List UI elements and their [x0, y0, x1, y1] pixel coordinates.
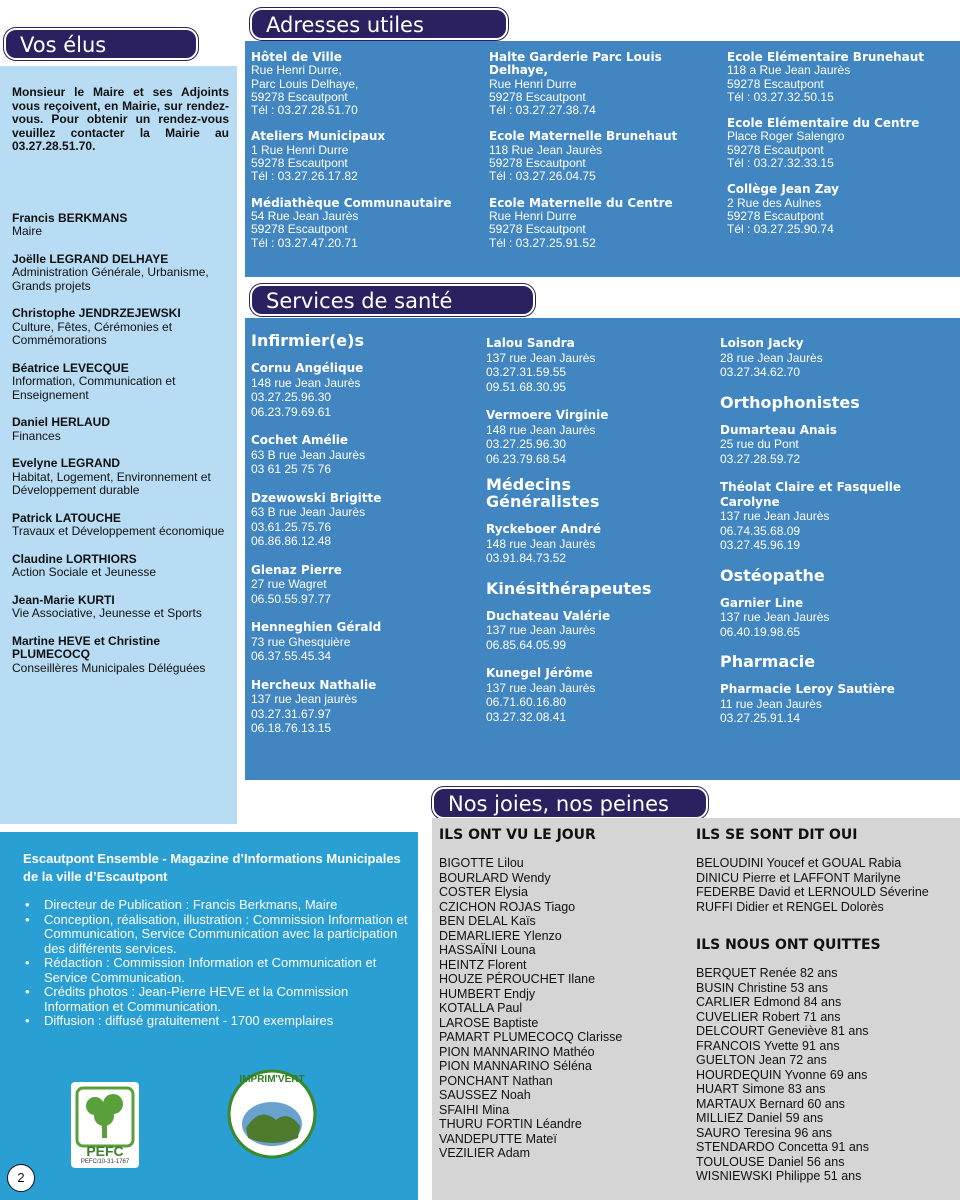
practitioner-line: 03.27.25.91.14 [720, 711, 801, 725]
practitioner-line: 06.23.79.68.54 [486, 451, 567, 466]
page-number: 2 [7, 1164, 35, 1192]
deces-heading: ILS NOUS ONT QUITTES [696, 937, 881, 953]
sante-title: Services de santé [250, 284, 535, 316]
elu-name: Evelyne LEGRAND [12, 456, 121, 470]
elu-entry [12, 416, 229, 443]
health-entry [486, 522, 716, 566]
elu-name: Patrick LATOUCHE [12, 510, 121, 525]
sante-column-3 [720, 336, 956, 740]
address-line: Tél : 03.27.26.04.75 [489, 169, 596, 184]
address-title: Ecole Elémentaire du Centre [727, 116, 920, 131]
practitioner-line: 03.27.28.59.72 [720, 451, 801, 466]
practitioner-name: Dumarteau Anais [720, 422, 837, 437]
person-line: TOULOUSE Daniel 56 ans [696, 1154, 845, 1169]
practitioner-line: 06.50.55.97.77 [251, 591, 332, 606]
practitioner-line: 137 rue Jean Jaurès [720, 509, 830, 523]
practitioner-line: 63 B rue Jean Jaurès [251, 447, 366, 462]
practitioner-line: 03.27.31.59.55 [486, 365, 567, 379]
elu-role: Vie Associative, Jeunesse et Sports [12, 606, 202, 620]
address-title: Ecole Elémentaire Brunehaut [727, 50, 925, 64]
address-entry [489, 130, 719, 183]
person-line: BOURLARD Wendy [439, 870, 551, 885]
pefc-code: PEFC/10-31-1767 [80, 1159, 130, 1165]
colophon-item: • Conception, réalisation, illustration : Commission Information et Communication, Service Communication avec la participation des différents services. [23, 913, 408, 957]
elus-panel [0, 66, 237, 824]
elu-role: Administration Générale, Urbanisme, Grands projets [12, 265, 209, 293]
address-line: Tél : 03.27.25.91.52 [489, 235, 596, 250]
elu-entry [12, 553, 229, 580]
elu-name: Joëlle LEGRAND DELHAYE [12, 251, 169, 266]
address-entry [251, 197, 481, 250]
address-line: 59278 Escautpont [727, 76, 824, 91]
pefc-logo [71, 1082, 139, 1168]
person-line: SAUSSEZ Noah [439, 1088, 531, 1102]
colophon-item: • Directeur de Publication : Francis Berkmans, Maire [23, 898, 408, 913]
colophon-item: • Crédits photos : Jean-Pierre HEVE et la Commission Information et Communication. [23, 985, 408, 1014]
address-line: Rue Henri Durre, [251, 63, 342, 78]
person-line: FRANCOIS Yvette 91 ans [696, 1038, 840, 1053]
practitioner-line: 06.23.79.69.61 [251, 404, 332, 419]
elu-entry [12, 594, 229, 621]
practitioner-line: 06.74.35.68.09 [720, 523, 801, 538]
joies-title: Nos joies, nos peines [432, 787, 708, 819]
practitioner-line: 03.27.31.67.97 [251, 706, 332, 721]
elu-role: Action Sociale et Jeunesse [12, 565, 157, 579]
address-line: Tél : 03.27.32.50.15 [727, 89, 834, 104]
practitioner-line: 148 rue Jean Jaurès [486, 422, 596, 437]
health-entry [251, 563, 481, 607]
practitioner-name: Théolat Claire et Fasquelle Carolyne [720, 480, 902, 509]
person-line: DEMARLIERE Ylenzo [439, 928, 562, 943]
health-entry [720, 682, 956, 726]
person-line: HUMBERT Endjy [439, 986, 536, 1001]
practitioner-line: 03.27.32.08.41 [486, 709, 567, 724]
address-line: 2 Rue des Aulnes [727, 195, 822, 210]
address-line: Tél : 03.27.27.38.74 [489, 103, 596, 118]
practitioner-name: Hercheux Nathalie [251, 677, 377, 692]
person-line: HEINTZ Florent [439, 957, 527, 972]
person-line: BUSIN Christine 53 ans [696, 980, 829, 995]
person-line: WISNIEWSKI Philippe 51 ans [696, 1169, 862, 1183]
elu-entry [12, 253, 229, 294]
health-entry [251, 678, 481, 736]
address-line: 59278 Escautpont [727, 142, 824, 157]
address-line: 118 Rue Jean Jaurès [489, 142, 603, 157]
practitioner-line: 63 B rue Jean Jaurès [251, 505, 366, 519]
practitioner-line: 137 rue Jean Jaurès [486, 350, 596, 365]
person-line: PION MANNARINO Mathéo [439, 1044, 595, 1059]
elu-entry [12, 212, 229, 239]
address-entry [727, 51, 957, 104]
practitioner-line: 73 rue Ghesquière [251, 634, 351, 649]
naissances-list [439, 856, 689, 1161]
person-line: VEZILIER Adam [439, 1146, 531, 1160]
person-line: SFAIHI Mina [439, 1102, 510, 1117]
practitioner-line: 148 rue Jean Jaurès [251, 375, 361, 390]
pefc-label: PEFC [86, 1143, 124, 1159]
person-line: THURU FORTIN Léandre [439, 1117, 582, 1131]
person-line: BELOUDINI Youcef et GOUAL Rabia [696, 856, 902, 870]
practitioner-line: 137 rue Jean Jaurès [486, 680, 596, 695]
elu-role: Travaux et Développement économique [12, 524, 225, 538]
address-line: Tél : 03.27.32.33.15 [727, 156, 834, 171]
address-line: 59278 Escautpont [251, 156, 348, 171]
kine-heading: Kinésithérapeutes [486, 578, 652, 598]
infirmiers-heading: Infirmier(e)s [251, 331, 364, 350]
health-entry [251, 620, 481, 664]
person-line: LAROSE Baptiste [439, 1015, 539, 1030]
adresses-column [727, 51, 957, 237]
colophon-panel [0, 832, 418, 1200]
practitioner-name: Vermoere Virginie [486, 408, 609, 422]
health-entry [251, 361, 481, 419]
health-entry [251, 433, 481, 477]
health-entry [486, 408, 716, 466]
practitioner-line: 27 rue Wagret [251, 577, 327, 591]
person-line: HUART Simone 83 ans [696, 1082, 826, 1096]
address-title: Ecole Maternelle du Centre [489, 195, 673, 210]
person-line: CARLIER Edmond 84 ans [696, 995, 842, 1009]
health-entry [720, 480, 956, 553]
elus-list [12, 212, 229, 676]
adresses-title: Adresses utiles [250, 8, 508, 40]
elu-entry [12, 457, 229, 498]
elu-entry [12, 362, 229, 403]
mariages-heading: ILS SE SONT DIT OUI [696, 827, 858, 843]
person-line: HASSAÏNI Louna [439, 943, 536, 957]
practitioner-line: 03.27.25.96.30 [486, 437, 567, 451]
person-line: BERQUET Renée 82 ans [696, 966, 838, 980]
colophon-item: • Diffusion : diffusé gratuitement - 1700 exemplaires [23, 1014, 408, 1029]
practitioner-line: 06.85.64.05.99 [486, 637, 567, 652]
practitioner-name: Cornu Angélique [251, 361, 364, 375]
elu-entry [12, 635, 229, 676]
practitioner-line: 25 rue du Pont [720, 437, 799, 451]
elu-name: Jean-Marie KURTI [12, 592, 115, 607]
practitioner-name: Loison Jacky [720, 336, 804, 350]
person-line: PION MANNARINO Séléna [439, 1059, 592, 1073]
deces-list [696, 966, 958, 1184]
person-line: KOTALLA Paul [439, 1001, 523, 1015]
address-title: Collège Jean Zay [727, 182, 839, 197]
address-line: Rue Henri Durre [489, 76, 577, 91]
person-line: CZICHON ROJAS Tiago [439, 899, 576, 914]
person-line: VANDEPUTTE Mateï [439, 1131, 557, 1146]
health-entry [251, 491, 481, 549]
elu-name: Béatrice LEVECQUE [12, 360, 129, 375]
health-entry [486, 336, 716, 394]
medecins-heading: Médecins Généralistes [486, 475, 600, 511]
address-line: Rue Henri Durre [489, 208, 577, 223]
address-line: Tél : 03.27.28.51.70 [251, 103, 358, 118]
practitioner-name: Pharmacie Leroy Sautière [720, 682, 895, 696]
address-line: 59278 Escautpont [727, 208, 824, 223]
health-entry [486, 666, 716, 724]
practitioner-name: Dzewowski Brigitte [251, 490, 382, 505]
elu-role: Habitat, Logement, Environnement et Développement durable [12, 469, 211, 497]
practitioner-line: 28 rue Jean Jaurès [720, 350, 823, 365]
practitioner-line: 137 rue Jean Jaurès [486, 623, 596, 637]
health-entry [720, 423, 956, 467]
elu-entry [12, 307, 229, 348]
address-entry [251, 130, 481, 183]
practitioner-line: 06.71.60.16.80 [486, 695, 567, 709]
elu-name: Martine HEVE et Christine PLUMECOCQ [12, 633, 161, 661]
practitioner-name: Glenaz Pierre [251, 562, 342, 577]
practitioner-line: 06.37.55.45.34 [251, 649, 332, 663]
address-line: 118 a Rue Jean Jaurès [727, 63, 851, 78]
person-line: FEDERBE David et LERNOULD Séverine [696, 885, 929, 899]
person-line: GUELTON Jean 72 ans [696, 1053, 827, 1067]
address-line: 59278 Escautpont [489, 222, 586, 237]
elu-role: Information, Communication et Enseignement [12, 374, 176, 402]
person-line: MILLIEZ Daniel 59 ans [696, 1111, 824, 1125]
imprim-vert-label: IMPRIM'VERT [239, 1074, 305, 1085]
address-entry [489, 197, 719, 250]
elu-role: Maire [12, 224, 43, 238]
address-title: Hôtel de Ville [251, 50, 342, 64]
elu-name: Daniel HERLAUD [12, 415, 111, 429]
elus-title: Vos élus [4, 28, 198, 60]
ortho-heading: Orthophonistes [720, 392, 860, 412]
adresses-column [489, 51, 719, 250]
practitioner-line: 03.27.34.62.70 [720, 365, 801, 379]
address-line: Parc Louis Delhaye, [251, 76, 359, 91]
address-line: Tél : 03.27.26.17.82 [251, 169, 358, 184]
person-line: HOURDEQUIN Yvonne 69 ans [696, 1067, 868, 1082]
elu-role: Conseillères Municipales Déléguées [12, 660, 206, 675]
practitioner-name: Henneghien Gérald [251, 620, 382, 634]
practitioner-line: 06.86.86.12.48 [251, 534, 332, 548]
elu-name: Christophe JENDRZEJEWSKI [12, 306, 181, 320]
address-line: Tél : 03.27.47.20.71 [251, 235, 358, 250]
practitioner-name: Garnier Line [720, 595, 804, 610]
health-entry [720, 596, 956, 640]
mariages-list [696, 856, 958, 914]
adresses-column [251, 51, 481, 250]
person-line: RUFFI Didier et RENGEL Dolorès [696, 899, 884, 914]
naissances-column [439, 826, 689, 1161]
address-entry [727, 117, 957, 170]
practitioner-line: 03.91.84.73.52 [486, 551, 567, 565]
address-line: 1 Rue Henri Durre [251, 142, 349, 157]
address-line: 59278 Escautpont [489, 156, 586, 171]
address-entry [727, 183, 957, 236]
elu-entry [12, 512, 229, 539]
health-entry [486, 609, 716, 653]
address-line: 59278 Escautpont [251, 222, 348, 237]
person-line: PONCHANT Nathan [439, 1073, 553, 1088]
mariages-deces-column [696, 826, 958, 1184]
practitioner-line: 148 rue Jean Jaurès [486, 536, 596, 551]
address-title: Médiathèque Communautaire [251, 195, 452, 210]
elu-role: Finances [12, 428, 61, 443]
address-title: Ateliers Municipaux [251, 129, 386, 144]
practitioner-name: Kunegel Jérôme [486, 666, 593, 680]
address-title: Ecole Maternelle Brunehaut [489, 129, 678, 144]
elu-name: Claudine LORTHIORS [12, 551, 137, 566]
address-entry [251, 51, 481, 117]
practitioner-line: 03.27.25.96.30 [251, 390, 332, 404]
address-line: 59278 Escautpont [489, 89, 586, 104]
elu-name: Francis BERKMANS [12, 210, 128, 225]
practitioner-line: 137 rue Jean jaurès [251, 692, 358, 706]
address-title: Halte Garderie Parc Louis Delhaye, [489, 50, 662, 78]
pharma-heading: Pharmacie [720, 652, 816, 671]
practitioner-name: Cochet Amélie [251, 433, 349, 447]
colophon-item: • Rédaction : Commission Information et Communication et Service Communication. [23, 956, 408, 985]
practitioner-line: 137 rue Jean Jaurès [720, 610, 830, 624]
practitioner-line: 11 rue Jean Jaurès [720, 696, 822, 711]
person-line: CUVELIER Robert 71 ans [696, 1009, 841, 1024]
osteo-heading: Ostéopathe [720, 565, 825, 585]
colophon-title: Escautpont Ensemble - Magazine d’Informations Municipales de la ville d’Escautpont [23, 851, 401, 884]
elu-role: Culture, Fêtes, Cérémonies et Commémorations [12, 319, 173, 347]
person-line: DELCOURT Geneviève 81 ans [696, 1024, 869, 1038]
sante-panel [245, 318, 960, 780]
address-line: Place Roger Salengro [727, 129, 845, 144]
elus-intro: Monsieur le Maire et ses Adjoints vous reçoivent, en Mairie, sur rendez-vous. Pour obtenir un rendez-vous veuillez contacter la Mairie au 03.27.28.51.70. [12, 85, 229, 153]
practitioner-line: 06.40.19.98.65 [720, 624, 801, 639]
health-entry [720, 336, 956, 380]
naissances-heading: ILS ONT VU LE JOUR [439, 827, 596, 843]
practitioner-line: 03.61.25.75.76 [251, 519, 332, 534]
imprim-vert-logo [226, 1068, 318, 1160]
joies-panel [432, 818, 960, 1200]
person-line: BEN DELAL Kaïs [439, 914, 536, 928]
practitioner-line: 06.18.76.13.15 [251, 721, 332, 735]
address-entry [489, 51, 719, 117]
practitioner-line: 03.27.45.96.19 [720, 538, 801, 552]
person-line: DINICU Pierre et LAFFONT Marilyne [696, 870, 901, 885]
address-line: 59278 Escautpont [251, 89, 348, 104]
person-line: SAURO Teresina 96 ans [696, 1125, 832, 1140]
practitioner-name: Lalou Sandra [486, 336, 575, 350]
person-line: PAMART PLUMECOCQ Clarisse [439, 1030, 623, 1044]
practitioner-line: 03 61 25 75 76 [251, 462, 332, 476]
sante-column-2 [486, 336, 716, 738]
colophon-list [23, 898, 408, 1029]
person-line: MARTAUX Bernard 60 ans [696, 1096, 845, 1111]
practitioner-line: 09.51.68.30.95 [486, 379, 567, 394]
person-line: BIGOTTE Lilou [439, 856, 524, 870]
address-line: 54 Rue Jean Jaurès [251, 208, 359, 223]
practitioner-name: Duchateau Valérie [486, 608, 611, 623]
address-line: Tél : 03.27.25.90.74 [727, 222, 834, 237]
person-line: STENDARDO Concetta 91 ans [696, 1140, 869, 1154]
person-line: COSTER Elysia [439, 885, 528, 899]
practitioner-name: Ryckeboer André [486, 522, 601, 536]
sante-column-1 [251, 332, 481, 750]
person-line: HOUZE PÉROUCHET Ilane [439, 972, 596, 986]
adresses-panel [245, 41, 960, 277]
